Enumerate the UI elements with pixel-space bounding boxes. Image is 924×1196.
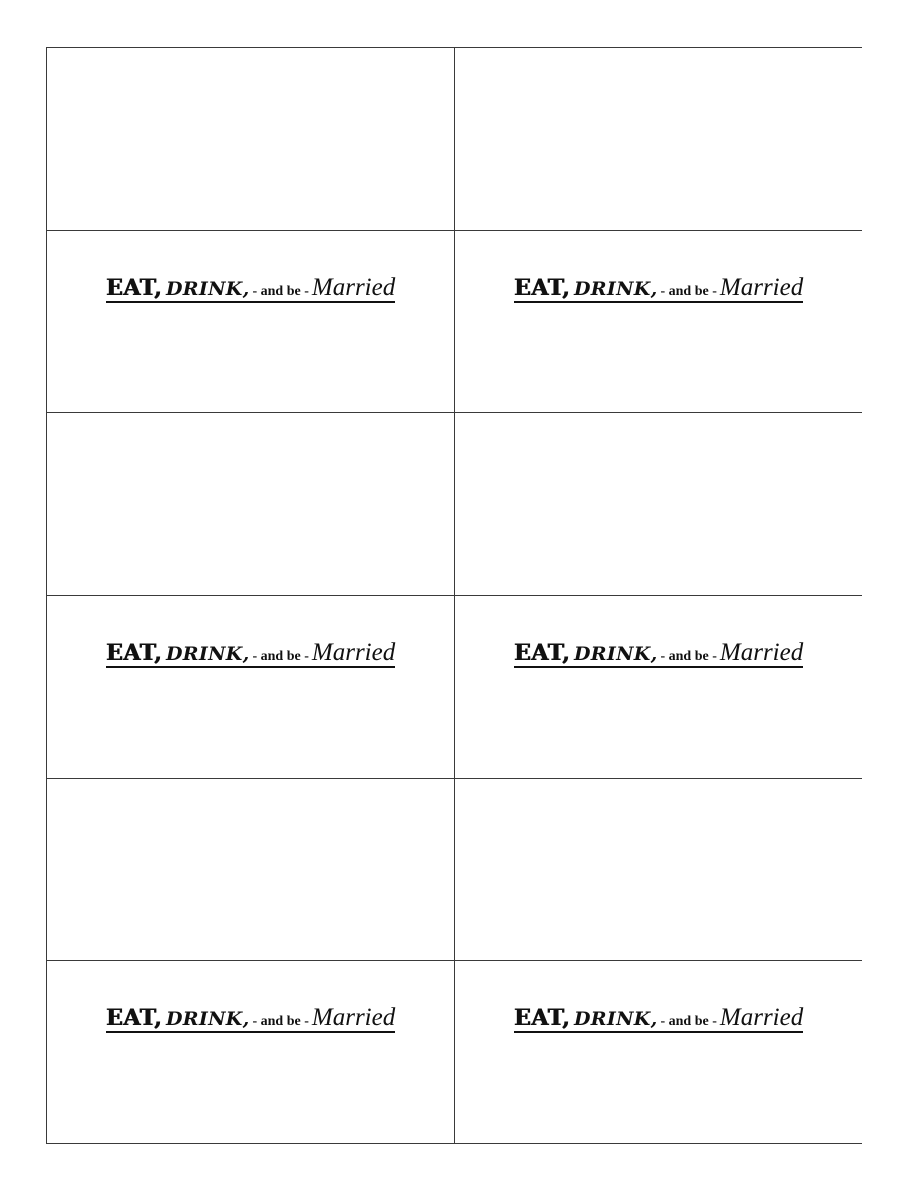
card-front-4: [455, 596, 862, 778]
card-heading: [47, 275, 454, 303]
card-front-3: [47, 596, 454, 778]
heading-drink: DRINK,: [166, 277, 250, 300]
heading-drink: DRINK,: [166, 1008, 250, 1031]
card-heading: [47, 1005, 454, 1033]
heading-drink: DRINK,: [166, 643, 250, 665]
heading-married: Married: [719, 1004, 804, 1032]
card-back-2: [455, 48, 862, 230]
heading-eat: EAT,: [105, 274, 163, 301]
heading-eat: EAT,: [513, 640, 571, 666]
heading-and-be: - and be -: [252, 283, 309, 299]
card-back-6: [455, 779, 862, 961]
card-front-2: [455, 231, 862, 413]
card-heading: [455, 640, 862, 668]
place-card-sheet: [46, 47, 862, 1144]
heading-and-be: - and be -: [660, 649, 717, 664]
card-back-3: [47, 413, 454, 595]
card-back-5: [47, 779, 454, 961]
heading-drink: DRINK,: [574, 1008, 658, 1031]
card-front-5: [47, 961, 454, 1143]
card-back-1: [47, 48, 454, 230]
heading-married: Married: [311, 1004, 396, 1032]
heading-and-be: - and be -: [252, 649, 309, 664]
heading-and-be: - and be -: [252, 1014, 309, 1030]
heading-drink: DRINK,: [574, 643, 658, 665]
heading-drink: DRINK,: [574, 277, 658, 300]
card-heading: [455, 1005, 862, 1033]
card-back-4: [455, 413, 862, 595]
card-heading: [47, 640, 454, 668]
heading-eat: EAT,: [513, 274, 571, 301]
heading-married: Married: [311, 639, 396, 666]
heading-and-be: - and be -: [660, 1014, 717, 1030]
heading-eat: EAT,: [105, 1005, 163, 1032]
heading-eat: EAT,: [105, 640, 163, 666]
card-heading: [455, 275, 862, 303]
card-front-1: [47, 231, 454, 413]
heading-married: Married: [719, 639, 804, 666]
heading-married: Married: [719, 273, 804, 301]
heading-eat: EAT,: [513, 1005, 571, 1032]
heading-and-be: - and be -: [660, 283, 717, 299]
heading-married: Married: [311, 273, 396, 301]
card-front-6: [455, 961, 862, 1143]
